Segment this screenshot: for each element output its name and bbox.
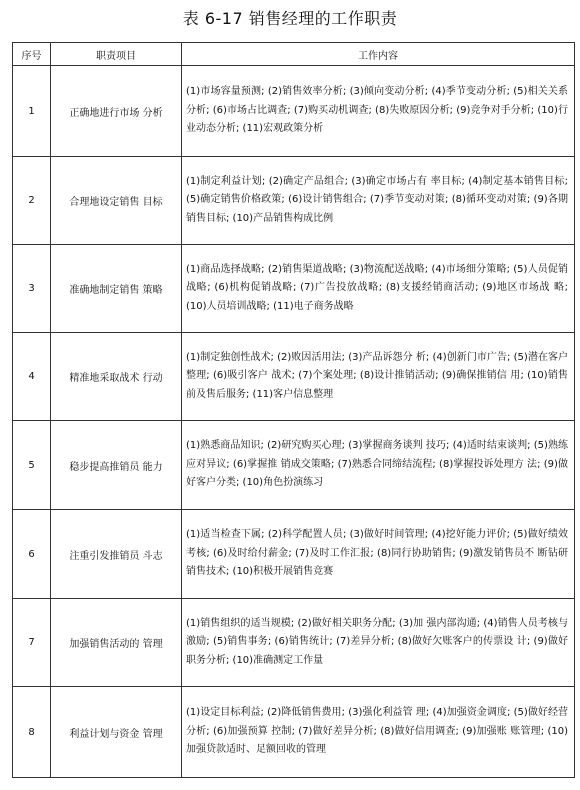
table-row <box>13 421 575 510</box>
duties-table <box>12 42 575 778</box>
duty-work-content: (1)制定利益计划; (2)确定产品组合; (3)确定市场占有 率目标; (4)制定基本销售目标; (5)确定销售价格政策; (6)设计销售组合; (7)季节变动对策; (8)循环变动对策; (9)各期销售目标; (10)产品销售构成比例 <box>182 157 575 245</box>
table-row <box>13 510 575 599</box>
duty-item: 利益计划与资金 管理 <box>51 687 182 778</box>
duty-item: 准确地制定销售 策略 <box>51 245 182 333</box>
duty-work-content: (1)适当检查下属; (2)科学配置人员; (3)做好时间管理; (4)挖好能力评价; (5)做好绩效考核; (6)及时给付薪金; (7)及时工作汇报; (8)同行协助销售; (9)激发销售员不 断钻研销售技术; (10)积极开展销售竞赛 <box>182 510 575 599</box>
duty-work-content: (1)商品选择战略; (2)销售渠道战略; (3)物流配送战略; (4)市场细分策略; (5)人员促销战略; (6)机构促销战略; (7)广告投放战略; (8)支援经销商活动; (9)地区市场战 略; (10)人员培训战略; (11)电子商务战略 <box>182 245 575 333</box>
duty-item: 稳步提高推销员 能力 <box>51 421 182 510</box>
table-row <box>13 157 575 245</box>
row-number: 3 <box>13 245 51 333</box>
duty-item: 注重引发推销员 斗志 <box>51 510 182 599</box>
duty-work-content: (1)设定目标利益; (2)降低销售费用; (3)强化利益管 理; (4)加强资金调度; (5)做好经营分析; (6)加强预算 控制; (7)做好差异分析; (8)做好信用调查; (9)加强账 账管理; (10)加强贷款适时、足额回收的管理 <box>182 687 575 778</box>
row-number: 6 <box>13 510 51 599</box>
table-row <box>13 599 575 687</box>
duty-work-content: (1)制定独创性战术; (2)败因活用法; (3)产品诉怨分 析; (4)创新门市广告; (5)潜在客户整理; (6)吸引客户 战术; (7)个案处理; (8)设计推销活动; (9)确保推销信 用; (10)销售前及售后服务; (11)客户信息整理 <box>182 333 575 421</box>
table-row <box>13 687 575 778</box>
row-number: 4 <box>13 333 51 421</box>
table-row <box>13 333 575 421</box>
table-row <box>13 245 575 333</box>
duty-item: 合理地设定销售 目标 <box>51 157 182 245</box>
duty-item: 精准地采取战术 行动 <box>51 333 182 421</box>
duty-work-content: (1)市场容量预测; (2)销售效率分析; (3)倾向变动分析; (4)季节变动分析; (5)相关关系分析; (6)市场占比调查; (7)购买动机调查; (8)失败原因分析; (9)竞争对手分析; (10)行业动态分析; (11)宏观政策分析 <box>182 66 575 157</box>
row-number: 7 <box>13 599 51 687</box>
row-number: 8 <box>13 687 51 778</box>
row-number: 5 <box>13 421 51 510</box>
row-number: 1 <box>13 66 51 157</box>
table-title: 表 6-17 销售经理的工作职责 <box>182 9 398 28</box>
row-number: 2 <box>13 157 51 245</box>
duty-work-content: (1)销售组织的适当规模; (2)做好相关职务分配; (3)加 强内部沟通; (4)销售人员考核与激励; (5)销售事务; (6)销售统计; (7)差异分析; (8)做好欠账客户的传票设 计; (9)做好职务分析; (10)准确测定工作量 <box>182 599 575 687</box>
duty-item: 正确地进行市场 分析 <box>51 66 182 157</box>
header-work: 工作内容 <box>182 43 575 66</box>
duty-item: 加强销售活动的 管理 <box>51 599 182 687</box>
table-row <box>13 66 575 157</box>
duty-work-content: (1)熟悉商品知识; (2)研究购买心理; (3)掌握商务谈判 技巧; (4)适时结束谈判; (5)熟练应对异议; (6)掌握推 销成交策略; (7)熟悉合同缔结流程; (8)掌握投诉处理方 法; (9)做好客户分类; (10)角色扮演练习 <box>182 421 575 510</box>
header-item: 职责项目 <box>51 43 182 66</box>
header-row <box>13 43 575 66</box>
header-no: 序号 <box>13 43 51 66</box>
